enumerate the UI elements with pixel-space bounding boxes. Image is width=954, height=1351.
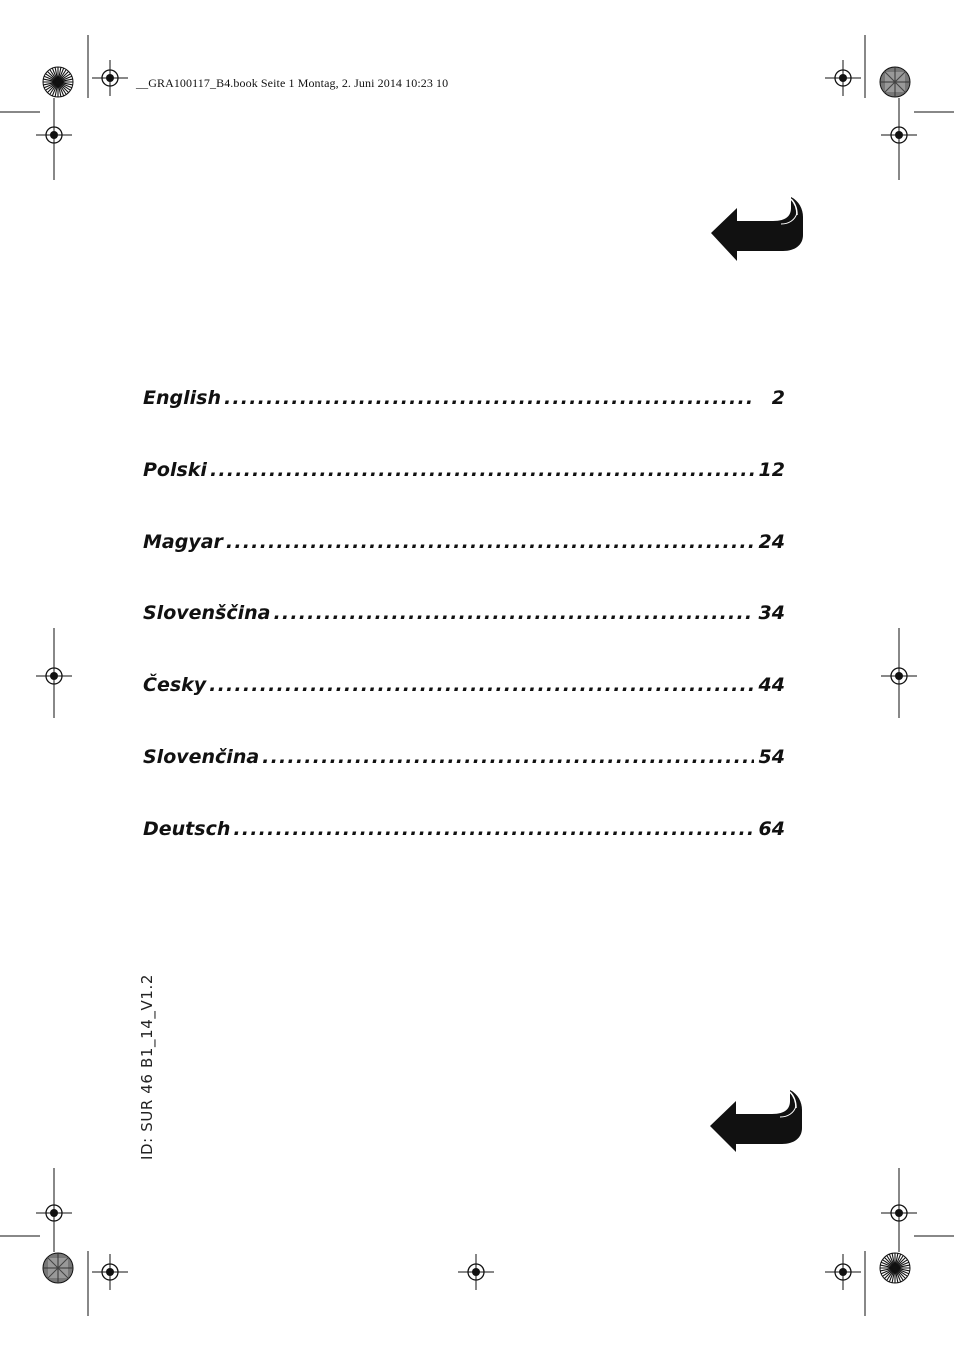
toc-dot-leader bbox=[273, 598, 754, 628]
registration-mark-icon bbox=[36, 658, 72, 694]
toc-entry-label: English bbox=[143, 387, 221, 409]
toc-page-number: 44 bbox=[758, 674, 785, 696]
toc-entry-label: Polski bbox=[143, 459, 207, 481]
toc-page-number: 34 bbox=[758, 602, 785, 624]
toc-page-number: 64 bbox=[758, 818, 785, 840]
toc-entry-deutsch[interactable] bbox=[143, 814, 785, 844]
toc-page-number: 54 bbox=[758, 746, 785, 768]
toc-dot-leader bbox=[209, 670, 754, 700]
toc-page-number: 2 bbox=[771, 387, 785, 409]
registration-mark-icon bbox=[36, 1195, 72, 1231]
toc-entry-cesky[interactable] bbox=[143, 670, 785, 700]
color-target-icon bbox=[880, 1253, 910, 1283]
curved-back-arrow-icon bbox=[711, 195, 803, 263]
registration-mark-icon bbox=[881, 1195, 917, 1231]
color-target-icon bbox=[880, 67, 910, 97]
toc-entry-label: Slovenščina bbox=[143, 602, 271, 624]
registration-mark-icon bbox=[881, 117, 917, 153]
toc-entry-label: Slovenčina bbox=[143, 746, 260, 768]
registration-mark-icon bbox=[881, 658, 917, 694]
toc-page-number: 12 bbox=[758, 459, 785, 481]
registration-mark-icon bbox=[36, 117, 72, 153]
toc-dot-leader bbox=[224, 383, 754, 413]
print-slug: __GRA100117_B4.book Seite 1 Montag, 2. Juni 2014 10:23 10 bbox=[136, 76, 449, 90]
registration-mark-icon bbox=[825, 60, 861, 96]
registration-mark-icon bbox=[92, 1254, 128, 1290]
toc-entry-english[interactable] bbox=[143, 383, 785, 413]
toc-entry-label: Česky bbox=[143, 674, 207, 696]
toc-dot-leader bbox=[226, 527, 754, 557]
toc-entry-label: Magyar bbox=[143, 531, 223, 553]
toc-entry-label: Deutsch bbox=[143, 818, 231, 840]
color-target-icon bbox=[43, 1253, 73, 1283]
document-id: ID: SUR 46 B1_14_V1.2 bbox=[138, 974, 156, 1160]
registration-mark-icon bbox=[825, 1254, 861, 1290]
toc-dot-leader bbox=[262, 742, 754, 772]
toc-entry-polski[interactable] bbox=[143, 455, 785, 485]
curved-back-arrow-icon bbox=[710, 1086, 802, 1154]
toc-entry-slovenscina[interactable] bbox=[143, 598, 785, 628]
color-target-icon bbox=[43, 67, 73, 97]
toc-entry-slovencina[interactable] bbox=[143, 742, 785, 772]
registration-mark-icon bbox=[458, 1254, 494, 1290]
registration-mark-icon bbox=[92, 60, 128, 96]
toc-page-number: 24 bbox=[758, 531, 785, 553]
toc-entry-magyar[interactable] bbox=[143, 527, 785, 557]
toc-dot-leader bbox=[233, 814, 754, 844]
toc-dot-leader bbox=[210, 455, 754, 485]
